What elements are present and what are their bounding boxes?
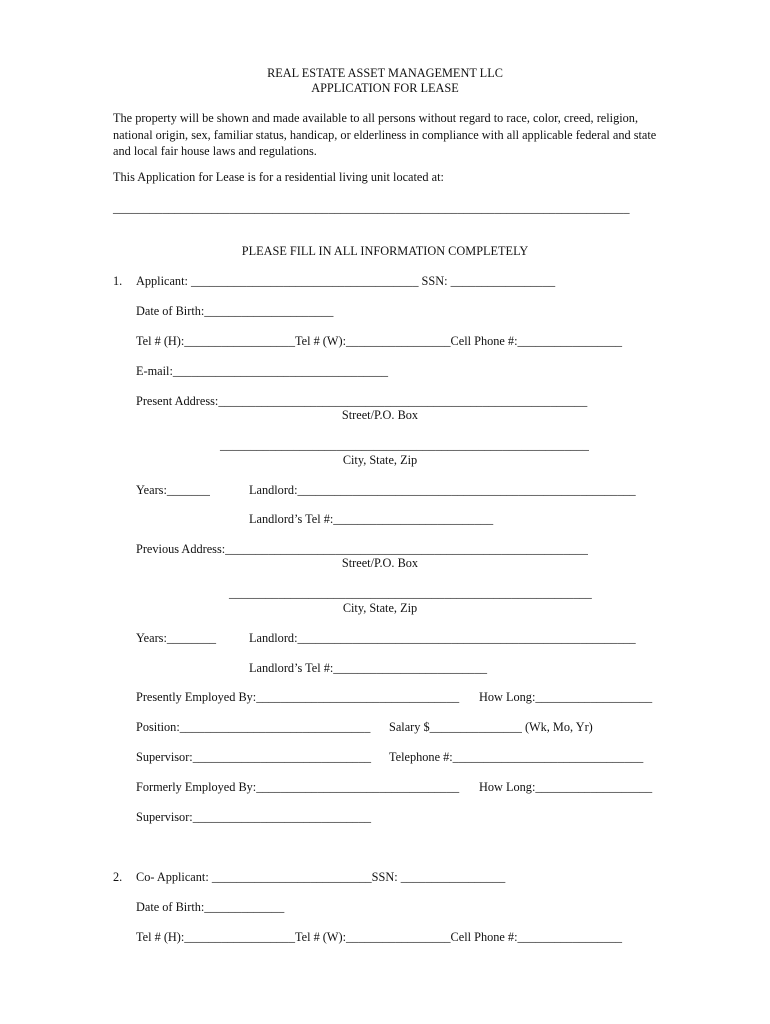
previous-address-field[interactable]: Previous Address:___________________________________________________________ — [136, 542, 588, 556]
instruction-heading: PLEASE FILL IN ALL INFORMATION COMPLETELY — [241, 244, 529, 258]
present-address-field[interactable]: Present Address:____________________________________________________________ — [136, 394, 588, 408]
unit-statement: This Application for Lease is for a residential living unit located at: — [113, 170, 444, 184]
present-landlord-tel-field[interactable]: Landlord’s Tel #:__________________________ — [249, 512, 494, 526]
applicant-phones-field[interactable]: Tel # (H):__________________Tel # (W):_________________Cell Phone #:_________________ — [136, 334, 623, 348]
co-applicant-phones-field[interactable]: Tel # (H):__________________Tel # (W):_________________Cell Phone #:_________________ — [136, 930, 623, 944]
present-years-field[interactable]: Years:_______ — [136, 483, 210, 497]
previous-years-field[interactable]: Years:________ — [136, 631, 217, 645]
section-number-2: 2. — [113, 870, 123, 884]
street-caption: Street/P.O. Box — [341, 408, 419, 422]
applicant-ssn-field[interactable]: Applicant: _____________________________________ SSN: _________________ — [136, 274, 556, 288]
present-employer-field[interactable]: Presently Employed By:_________________________________ — [136, 690, 460, 704]
form-title: APPLICATION FOR LEASE — [311, 81, 459, 95]
city-caption: City, State, Zip — [342, 453, 418, 467]
previous-landlord-tel-field[interactable]: Landlord’s Tel #:_________________________ — [249, 661, 488, 675]
employer-telephone-field[interactable]: Telephone #:_______________________________ — [389, 750, 644, 764]
co-applicant-ssn-field[interactable]: Co- Applicant: __________________________SSN: _________________ — [136, 870, 506, 884]
city-caption: City, State, Zip — [342, 601, 418, 615]
street-caption: Street/P.O. Box — [341, 556, 419, 570]
fair-housing-statement: The property will be shown and made available to all persons without regard to race, color, creed, religion, national origin, sex, familiar status, handicap, or elderliness in compliance with all applicable federal and state and local fair house laws and regulations. — [113, 111, 657, 158]
applicant-email-field[interactable]: E-mail:___________________________________ — [136, 364, 389, 378]
salary-field[interactable]: Salary $_______________ (Wk, Mo, Yr) — [389, 720, 593, 734]
former-employment-length-field[interactable]: How Long:___________________ — [479, 780, 653, 794]
present-landlord-field[interactable]: Landlord:_______________________________________________________ — [249, 483, 636, 497]
previous-city-field[interactable]: ___________________________________________________________ — [229, 586, 592, 600]
former-supervisor-field[interactable]: Supervisor:_____________________________ — [136, 810, 372, 824]
section-number-1: 1. — [113, 274, 123, 288]
previous-landlord-field[interactable]: Landlord:_______________________________________________________ — [249, 631, 636, 645]
unit-address-field[interactable]: ____________________________________________________________________________________ — [113, 201, 630, 215]
present-city-field[interactable]: ____________________________________________________________ — [220, 438, 589, 452]
former-employer-field[interactable]: Formerly Employed By:_________________________________ — [136, 780, 460, 794]
present-employment-length-field[interactable]: How Long:___________________ — [479, 690, 653, 704]
company-name: REAL ESTATE ASSET MANAGEMENT LLC — [267, 66, 503, 80]
present-supervisor-field[interactable]: Supervisor:_____________________________ — [136, 750, 372, 764]
applicant-dob-field[interactable]: Date of Birth:_____________________ — [136, 304, 334, 318]
co-applicant-dob-field[interactable]: Date of Birth:_____________ — [136, 900, 285, 914]
position-field[interactable]: Position:_______________________________ — [136, 720, 371, 734]
